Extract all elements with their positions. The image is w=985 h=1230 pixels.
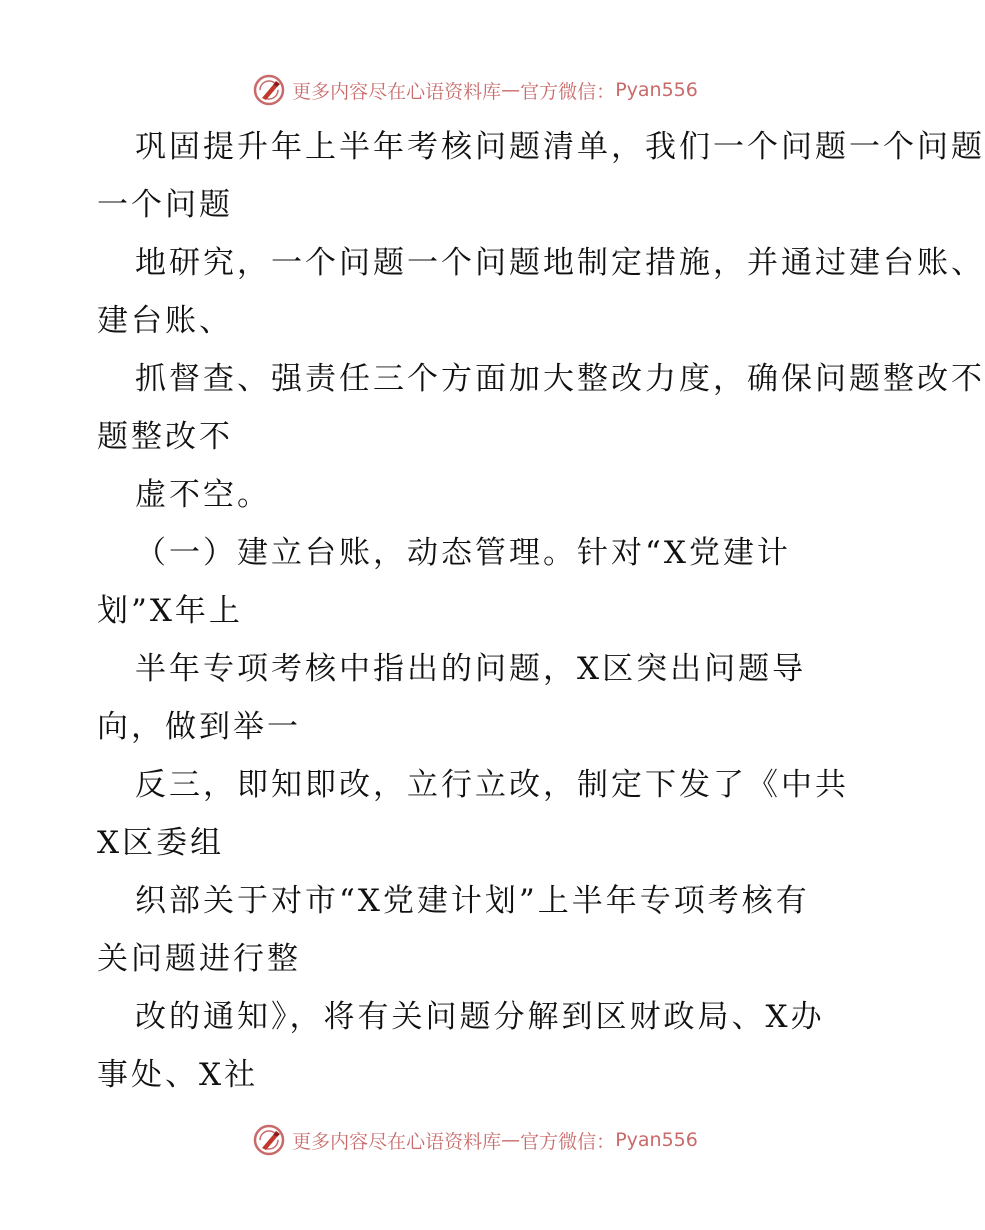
watermark-banner-top: [0, 70, 950, 110]
pen-nib-logo-icon: [252, 73, 286, 107]
text-line: 抓督查、强责任三个方面加大整改力度，确保问题整改不: [135, 361, 985, 397]
text-line: 一个问题: [97, 187, 233, 223]
document-body: [97, 118, 985, 1104]
text-line: 建台账、: [97, 303, 233, 339]
text-line: 题整改不: [97, 419, 233, 455]
pen-nib-logo-icon: [252, 1123, 286, 1157]
text-line: 划”X年上: [97, 593, 243, 629]
watermark-banner-bottom: [0, 1120, 950, 1160]
text-line: 事处、X社: [97, 1057, 259, 1093]
text-line: 改的通知》，将有关问题分解到区财政局、X办: [135, 999, 825, 1035]
watermark-wechat-id: Pyan556: [615, 1129, 698, 1151]
text-line: X区委组: [97, 825, 225, 861]
watermark-wechat-label: 官方微信：: [520, 80, 616, 103]
text-line: 半年专项考核中指出的问题，X区突出问题导: [135, 651, 807, 687]
text-line: 关问题进行整: [97, 941, 301, 977]
watermark-separator: —: [501, 79, 521, 101]
text-line: 地研究，一个问题一个问题地制定措施，并通过建台账、: [135, 245, 985, 281]
text-line: 巩固提升年上半年考核问题清单，我们一个问题一个问题: [135, 129, 985, 165]
text-line: 织部关于对市“X党建计划”上半年专项考核有: [135, 883, 810, 919]
watermark-site-text: 更多内容尽在心语资料库: [292, 1130, 502, 1153]
watermark-wechat-id: Pyan556: [615, 79, 698, 101]
text-line: 虚不空。: [135, 477, 271, 513]
text-line: （一）建立台账，动态管理。针对“X党建计: [135, 535, 791, 571]
text-line: 向，做到举一: [97, 709, 301, 745]
watermark-wechat-label: 官方微信：: [520, 1130, 616, 1153]
watermark-separator: —: [501, 1129, 521, 1151]
text-line: 反三，即知即改，立行立改，制定下发了《中共: [135, 767, 849, 803]
watermark-site-text: 更多内容尽在心语资料库: [292, 80, 502, 103]
